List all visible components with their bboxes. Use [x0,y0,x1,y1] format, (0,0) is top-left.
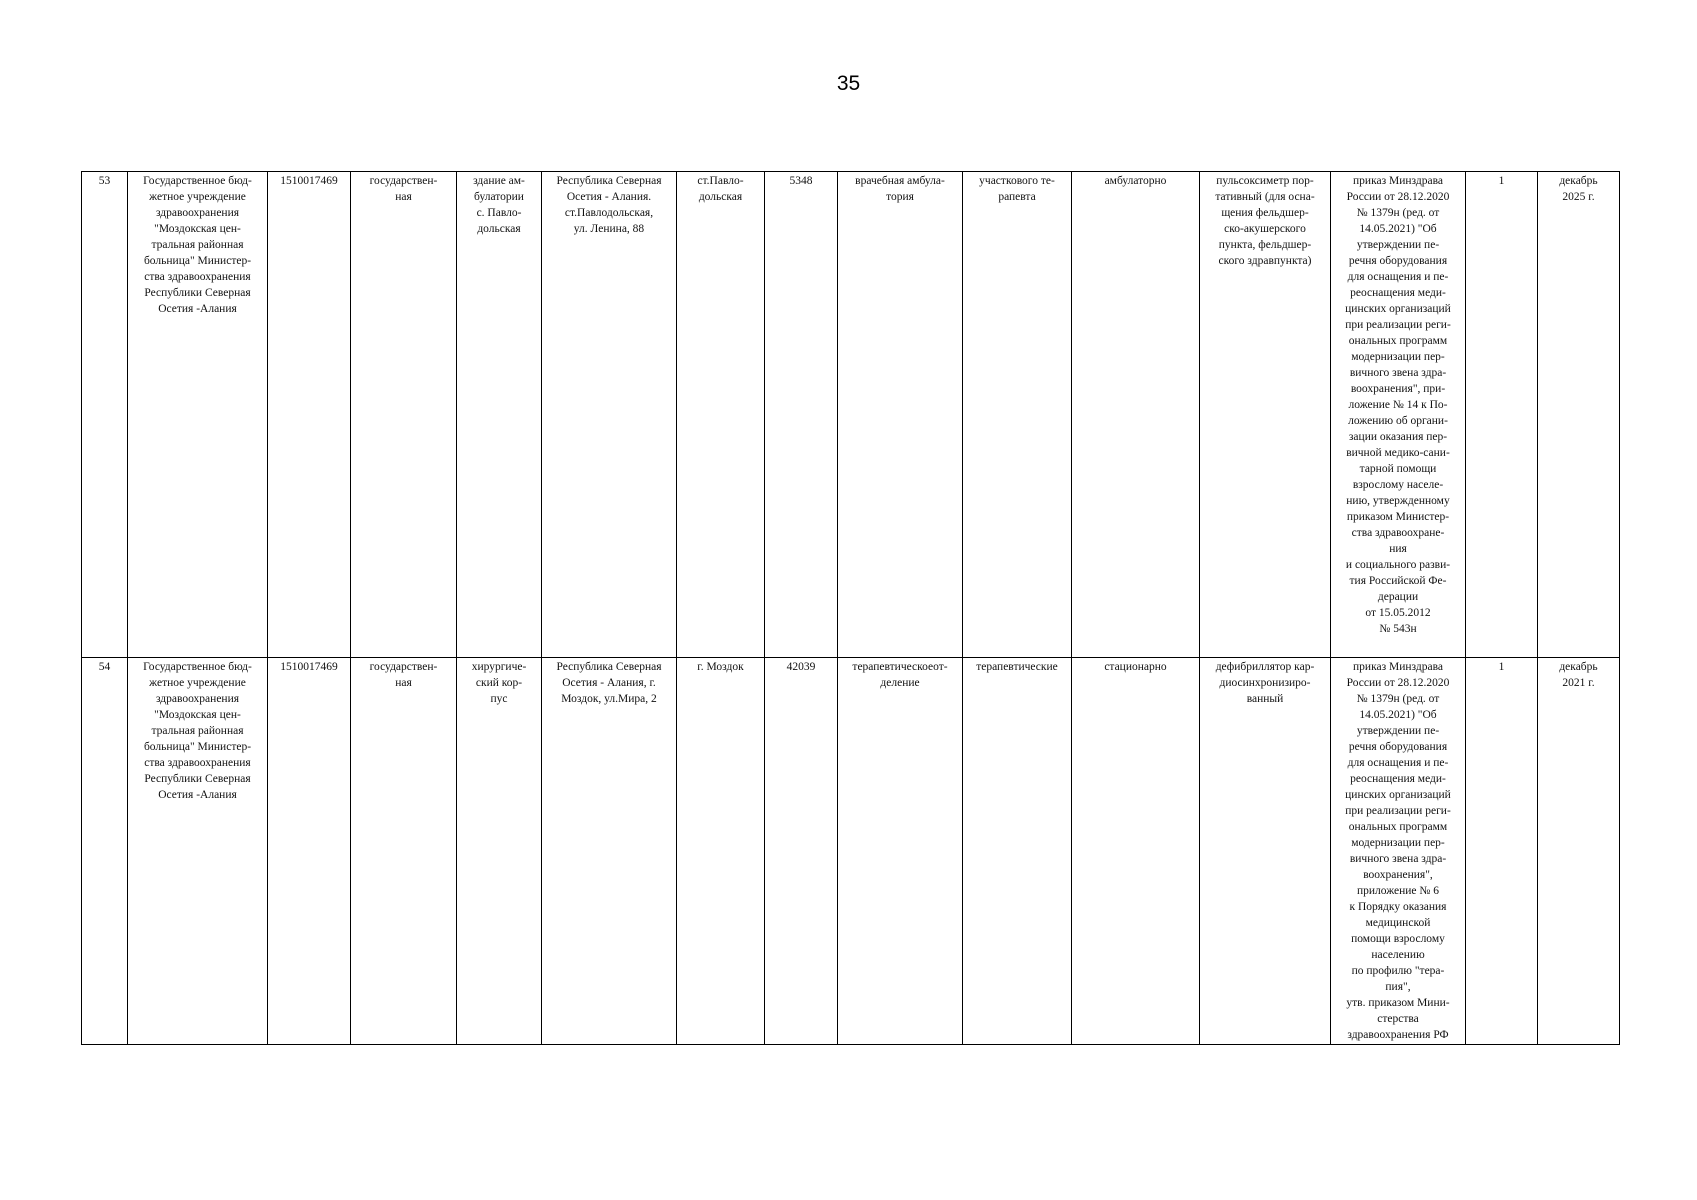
quantity-cell: 1 [1466,658,1538,1045]
deadline-cell: декабрь 2021 г. [1538,658,1620,1045]
row-number-cell: 54 [82,658,128,1045]
care-form-cell: стационарно [1072,658,1200,1045]
table-row [82,658,1620,1045]
equipment-cell: пульсоксиметр пор- тативный (для осна- щения фельдшер- ско-акушерского пункта, фельдшер- ского здравпункта) [1200,172,1331,658]
building-cell: хирургиче- ский кор- пус [457,658,542,1045]
population-cell: 42039 [765,658,838,1045]
address-cell: Республика Северная Осетия - Алания, г. Моздок, ул.Мира, 2 [542,658,677,1045]
locality-cell: ст.Павло- дольская [677,172,765,658]
equipment-cell: дефибриллятор кар- диосинхронизиро- ванный [1200,658,1331,1045]
unit-cell: врачебная амбула- тория [838,172,963,658]
address-cell: Республика Северная Осетия - Алания. ст.Павлодольская, ул. Ленина, 88 [542,172,677,658]
care-form-cell: амбулаторно [1072,172,1200,658]
deadline-cell: декабрь 2025 г. [1538,172,1620,658]
organization-cell: Государственное бюд- жетное учреждение здравоохранения "Моздокская цен- тральная районная больница" Министер- ства здравоохранения Республики Северная Осетия -Алания [128,172,268,658]
ownership-cell: государствен- ная [351,172,457,658]
organization-cell: Государственное бюд- жетное учреждение здравоохранения "Моздокская цен- тральная районная больница" Министер- ства здравоохранения Республики Северная Осетия -Алания [128,658,268,1045]
population-cell: 5348 [765,172,838,658]
legal-basis-cell: приказ Минздрава России от 28.12.2020 № 1379н (ред. от 14.05.2021) "Об утверждении пе- речня оборудования для оснащения и пе- реоснащения меди- цинских организаций при реализации реги- ональных программ модернизации пер- вичного звена здра- воохранения", приложение № 6 к Порядку оказания медицинской помощи взрослому населению по профилю "тера- пия", утв. приказом Мини- стерства здравоохранения РФ [1331,658,1466,1045]
inn-cell: 1510017469 [268,172,351,658]
cabinet-cell: терапевтические [963,658,1072,1045]
cabinet-cell: участкового те- рапевта [963,172,1072,658]
quantity-cell: 1 [1466,172,1538,658]
unit-cell: терапевтическоеот- деление [838,658,963,1045]
row-number-cell: 53 [82,172,128,658]
table-row [82,172,1620,658]
inn-cell: 1510017469 [268,658,351,1045]
locality-cell: г. Моздок [677,658,765,1045]
ownership-cell: государствен- ная [351,658,457,1045]
building-cell: здание ам- булатории с. Павло- дольская [457,172,542,658]
legal-basis-cell: приказ Минздрава России от 28.12.2020 № 1379н (ред. от 14.05.2021) "Об утверждении пе- речня оборудования для оснащения и пе- реоснащения меди- цинских организаций при реализации реги- ональных программ модернизации пер- вичного звена здра- воохранения", при- ложение № 14 к По- ложению об органи- зации оказания пер- вичной медико-сани- тарной помощи взрослому населе- нию, утвержденному приказом Министер- ства здравоохране- ния и социального разви- тия Российской Фе- дерации от 15.05.2012 № 543н [1331,172,1466,658]
equipment-registry-table [81,171,1620,1045]
page-number: 35 [836,72,861,95]
